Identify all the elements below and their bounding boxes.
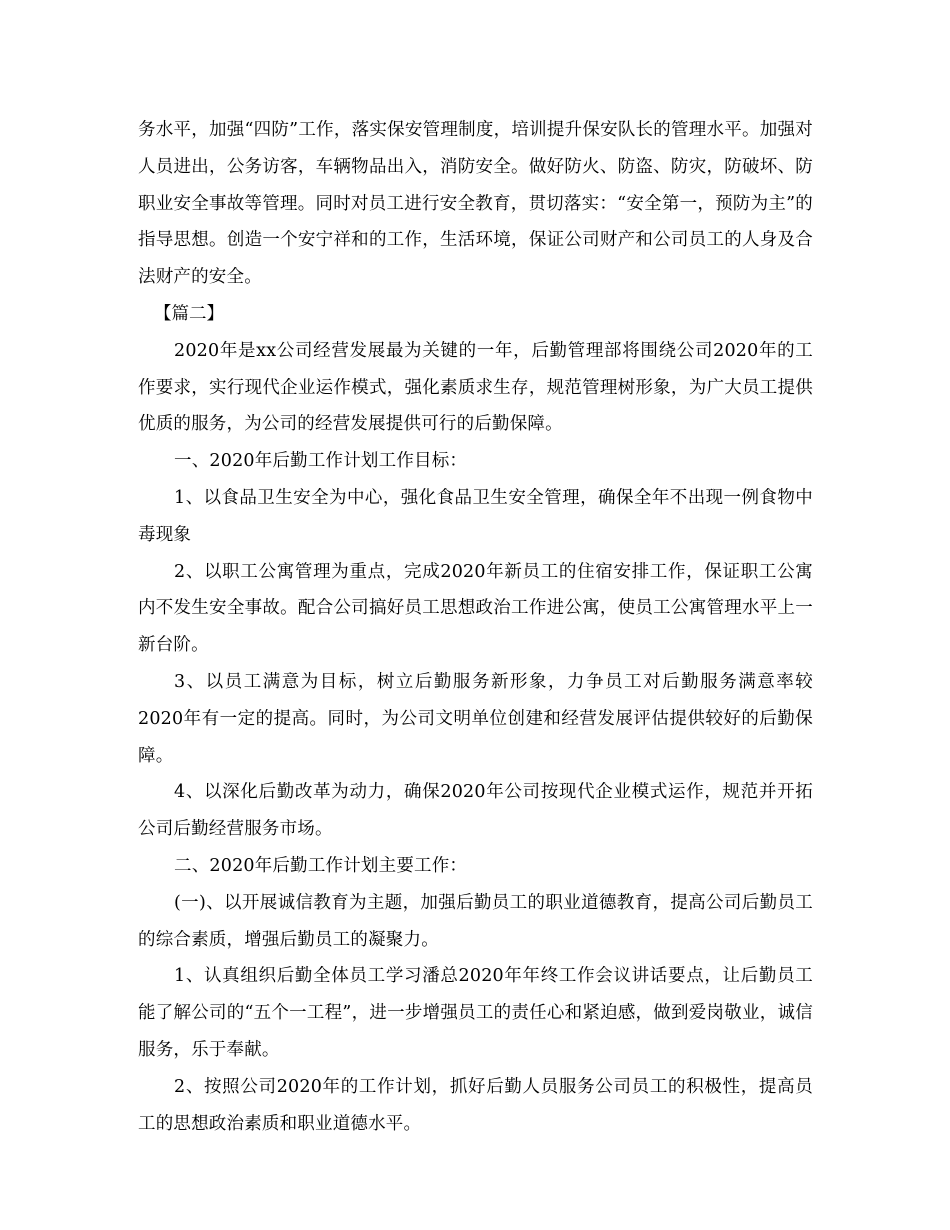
paragraph-continuation: 务水平，加强“四防”工作，落实保安管理制度，培训提升保安队长的管理水平。加强对人员进出，公务访客，车辆物品出入，消防安全。做好防火、防盗、防灾，防破坏、防职业安全事故等管理。同时对员工进行安全教育，贯切落实：“安全第一，预防为主”的指导思想。创造一个安宁祥和的工作，生活环境，保证公司财产和公司员工的人身及合法财产的安全。 — [138, 120, 813, 288]
goal-item-3: 3、以员工满意为目标，树立后勤服务新形象，力争员工对后勤服务满意率较2020年有一定的提高。同时，为公司文明单位创建和经营发展评估提供较好的后勤保障。 — [138, 671, 813, 766]
subsection-title-1: (一)、以开展诚信教育为主题，加强后勤员工的职业道德教育，提高公司后勤员工的综合素质，增强后勤员工的凝聚力。 — [138, 892, 813, 950]
goal-item-1: 1、以食品卫生安全为中心，强化食品卫生安全管理，确保全年不出现一例食物中毒现象 — [138, 487, 813, 545]
section-title-goals: 一、2020年后勤工作计划工作目标： — [174, 451, 468, 472]
work-item-1: 1、认真组织后勤全体员工学习潘总2020年年终工作会议讲话要点，让后勤员工能了解公司的“五个一工程”，进一步增强员工的责任心和紧迫感，做到爱岗敬业，诚信服务，乐于奉献。 — [138, 966, 813, 1060]
section-heading: 【篇二】 — [154, 303, 224, 324]
paragraph-intro: 2020年是xx公司经营发展最为关键的一年，后勤管理部将围绕公司2020年的工作要求，实行现代企业运作模式，强化素质求生存，规范管理树形象，为广大员工提供优质的服务，为公司的经营发展提供可行的后勤保障。 — [138, 340, 813, 435]
section-title-main-work: 二、2020年后勤工作计划主要工作： — [174, 855, 468, 876]
work-item-2: 2、按照公司2020年的工作计划，抓好后勤人员服务公司员工的积极性，提高员工的思想政治素质和职业道德水平。 — [138, 1076, 813, 1134]
goal-item-4: 4、以深化后勤改革为动力，确保2020年公司按现代企业模式运作，规范并开拓公司后勤经营服务市场。 — [138, 782, 813, 840]
document-body — [138, 112, 813, 1142]
goal-item-2: 2、以职工公寓管理为重点，完成2020年新员工的住宿安排工作，保证职工公寓内不发生安全事故。配合公司搞好员工思想政治工作进公寓，使员工公寓管理水平上一新台阶。 — [138, 561, 813, 656]
